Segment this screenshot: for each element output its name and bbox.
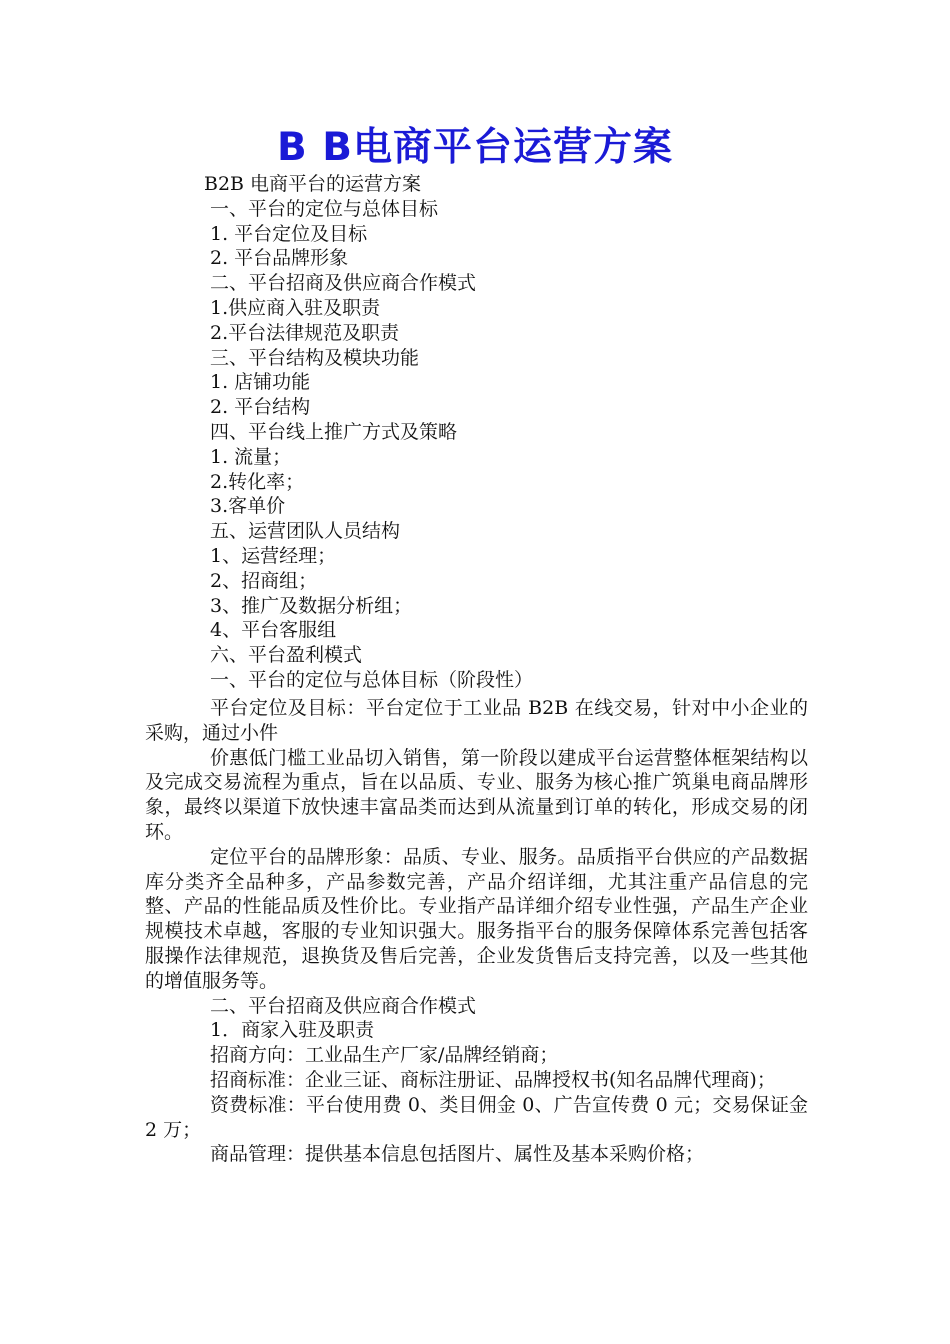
outline-item: 2.平台法律规范及职责: [210, 321, 400, 344]
outline-item: 1. 店铺功能: [210, 371, 311, 394]
document-body: [145, 696, 808, 1167]
outline-item: 2.转化率；: [210, 470, 305, 493]
outline-item: 2. 平台品牌形象: [210, 247, 349, 270]
body-paragraph: 平台定位及目标：平台定位于工业品 B2B 在线交易，针对中小企业的采购，通过小件: [145, 697, 808, 744]
section-heading: 二、平台招商及供应商合作模式: [210, 994, 477, 1017]
document-title: B B电商平台运营方案: [276, 125, 674, 170]
outline-list: [0, 172, 950, 693]
subsection-heading: 1．商家入驻及职责: [210, 1019, 375, 1042]
outline-item: 三、平台结构及模块功能: [210, 346, 420, 369]
outline-item: 2、招商组；: [210, 569, 318, 592]
outline-item: 一、平台的定位与总体目标: [210, 197, 439, 220]
outline-item: 一、平台的定位与总体目标（阶段性）: [210, 668, 534, 691]
outline-item: 四、平台线上推广方式及策略: [210, 420, 458, 443]
outline-item: 1.供应商入驻及职责: [210, 296, 381, 319]
outline-item: 3、推广及数据分析组；: [210, 594, 413, 617]
outline-item: 二、平台招商及供应商合作模式: [210, 272, 477, 295]
body-paragraph: 招商方向：工业品生产厂家/品牌经销商；: [210, 1044, 559, 1067]
body-paragraph: 招商标准：企业三证、商标注册证、品牌授权书(知名品牌代理商)；: [210, 1068, 776, 1091]
body-paragraph: 价惠低门槛工业品切入销售，第一阶段以建成平台运营整体框架结构以及完成交易流程为重点，旨在以品质、专业、服务为核心推广筑巢电商品牌形象，最终以渠道下放快速丰富品类而达到从流量到订单的转化，形成交易的闭环。: [145, 746, 808, 843]
outline-item: 1. 流量；: [210, 445, 292, 468]
outline-item: 五、运营团队人员结构: [210, 520, 401, 543]
outline-item: 3.客单价: [210, 495, 286, 518]
body-paragraph: 商品管理：提供基本信息包括图片、属性及基本采购价格；: [210, 1143, 705, 1166]
outline-item: 1、运营经理；: [210, 544, 337, 567]
outline-item: B2B 电商平台的运营方案: [204, 173, 422, 195]
outline-item: 4、平台客服组: [210, 619, 337, 642]
body-paragraph: 定位平台的品牌形象：品质、专业、服务。品质指平台供应的产品数据库分类齐全品种多，产品参数完善，产品介绍详细，尤其注重产品信息的完整、产品的性能品质及性价比。专业指产品详细介绍专业性强，产品生产企业规模技术卓越，客服的专业知识强大。服务指平台的服务保障体系完善包括客服操作法律规范，退换货及售后完善，企业发货售后支持完善，以及一些其他的增值服务等。: [145, 845, 808, 992]
body-paragraph: 资费标准：平台使用费 0、类目佣金 0、广告宣传费 0 元；交易保证金 2 万；: [145, 1093, 808, 1141]
outline-item: 2. 平台结构: [210, 396, 311, 419]
outline-item: 1. 平台定位及目标: [210, 222, 368, 245]
outline-item: 六、平台盈利模式: [210, 644, 363, 667]
